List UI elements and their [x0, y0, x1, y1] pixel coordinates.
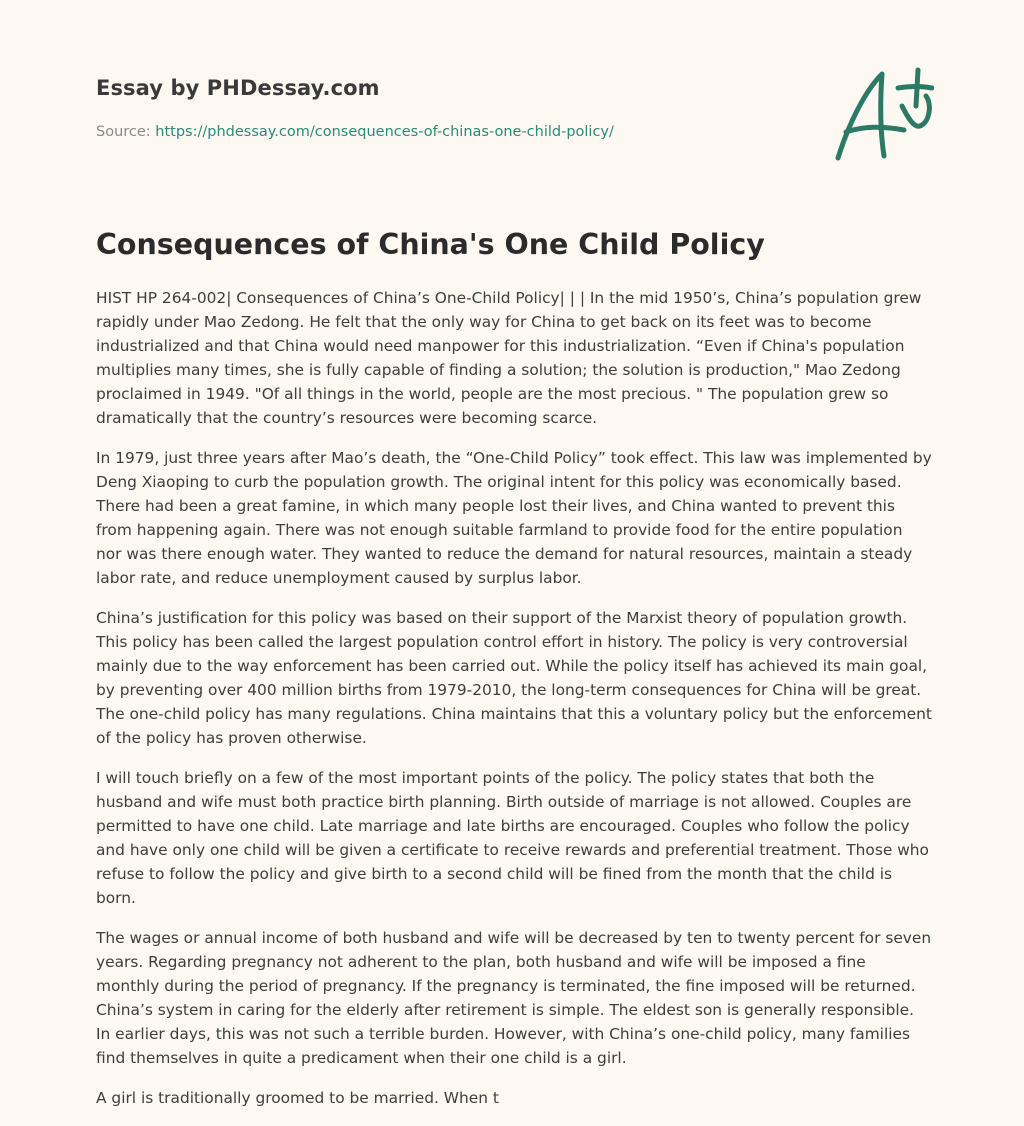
essay-paragraph: I will touch briefly on a few of the most important points of the policy. The policy states that both the husband and wife must both practice birth planning. Birth outside of marriage is not allowed. Couples are permitted to have one child. Late marriage and late births are encouraged. Couples who follow the policy and have only one child will be given a certificate to receive rewards and preferential treatment. Those who refuse to follow the policy and give birth to a second child will be fined from the month that the child is born.	[96, 769, 929, 907]
essay-paragraph: A girl is traditionally groomed to be married. When t	[96, 1089, 499, 1107]
essay-paragraph: The wages or annual income of both husband and wife will be decreased by ten to twenty percent for seven years. Regarding pregnancy not adherent to the plan, both husband and wife will be imposed a fine monthly during the period of pregnancy. If the pregnancy is terminated, the fine imposed will be returned. China’s system in caring for the elderly after retirement is simple. The eldest son is generally responsible. In earlier days, this was not such a terrible burden. However, with China’s one-child policy, many families find themselves in quite a predicament when their one child is a girl.	[96, 929, 932, 1067]
essay-paragraph: In 1979, just three years after Mao’s death, the “One-Child Policy” took effect. This law was implemented by Deng Xiaoping to curb the population growth. The original intent for this policy was economically based. There had been a great famine, in which many people lost their lives, and China wanted to prevent this from happening again. There was not enough suitable farmland to provide food for the entire population nor was there enough water. They wanted to reduce the demand for natural resources, maintain a steady labor rate, and reduce unemployment caused by surplus labor.	[96, 449, 932, 587]
site-brand: Essay by PHDessay.com	[96, 76, 380, 100]
essay-paragraph: HIST HP 264-002| Consequences of China’s One-Child Policy| | | In the mid 1950’s, China’s population grew rapidly under Mao Zedong. He felt that the only way for China to get back on its feet was to become industrialized and that China would need manpower for this industrialization. “Even if China's population multiplies many times, she is fully capable of finding a solution; the solution is production," Mao Zedong proclaimed in 1949. "Of all things in the world, people are the most precious. " The population grew so dramatically that the country’s resources were becoming scarce.	[96, 289, 922, 427]
page-header	[96, 0, 928, 200]
essay-paragraph: China’s justification for this policy was based on their support of the Marxist theory of population growth. This policy has been called the largest population control effort in history. The policy is very controversial mainly due to the way enforcement has been carried out. While the policy itself has achieved its main goal, by preventing over 400 million births from 1979-2010, the long-term consequences for China will be great. The one-child policy has many regulations. China maintains that this a voluntary policy but the enforcement of the policy has proven otherwise.	[96, 609, 932, 747]
essay-title: Consequences of China's One Child Policy	[96, 228, 765, 261]
source-link[interactable]: https://phdessay.com/consequences-of-chinas-one-child-policy/	[155, 124, 614, 140]
essay-body	[96, 286, 932, 1126]
source-label: Source:	[96, 124, 151, 140]
a-plus-logo-icon	[830, 66, 934, 166]
source-line	[96, 124, 614, 140]
